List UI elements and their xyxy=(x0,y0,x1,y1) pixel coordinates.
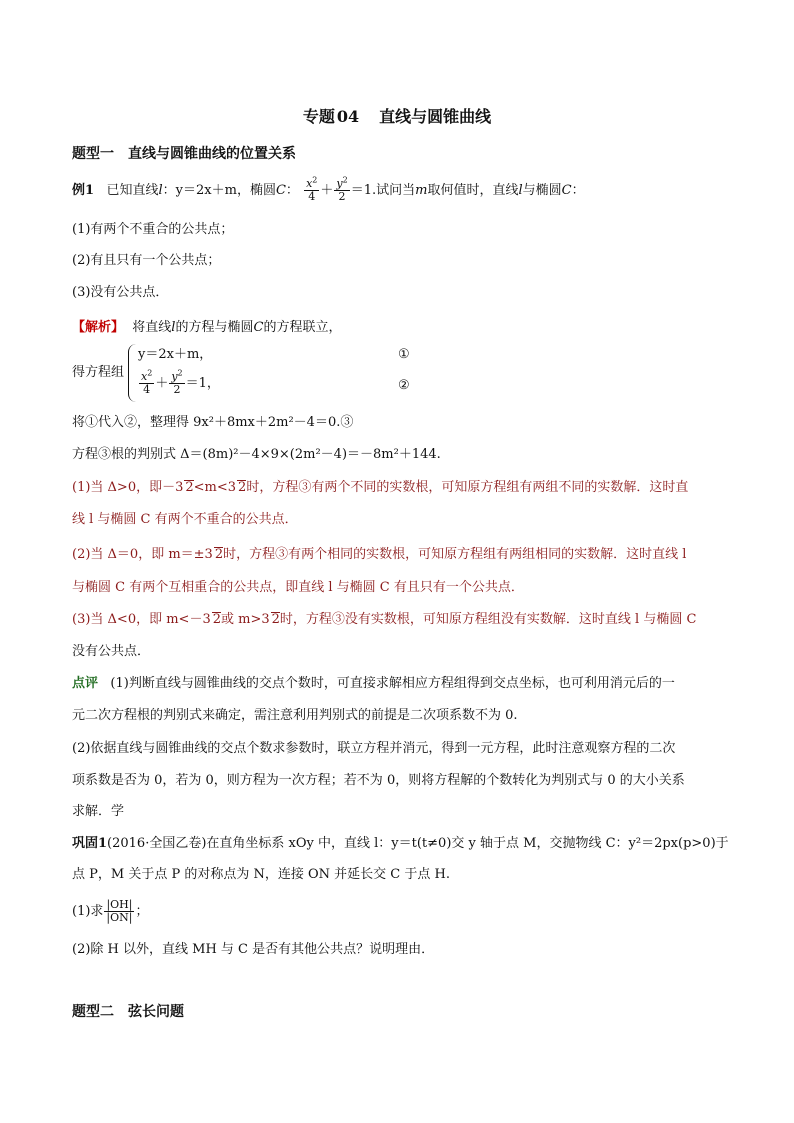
section-heading-2: 题型二 弦长问题 xyxy=(72,1004,184,1020)
solution-label: 【解析】 xyxy=(72,320,125,335)
equation-marker-1: ① xyxy=(398,347,410,362)
comment-2-line-2: 项系数是否为 0，若为 0，则方程为一次方程；若不为 0，则将方程解的个数转化为判别式与 0 的大小关系 xyxy=(72,773,685,788)
example-1-statement: 例1 已知直线l：y＝2x＋m，椭圆C： $\frac{x^2}{4}$ ＋ $\frac{y^2}{2}$ ＝1.试问当m取何值时，直线l与椭圆C： xyxy=(72,175,585,203)
case-3-line-1: (3)当 Δ<0，即 m<－3 2或 m>3 2时，方程③没有实数根，可知原方程组没有实数解．这时直线 l 与椭圆 C xyxy=(72,612,697,627)
case-2-line-1: (2)当 Δ＝0，即 m＝±3 2时，方程③有两个相同的实数根，可知原方程组有两组相同的实数解．这时直线 l xyxy=(72,547,687,562)
system-equation-1: y＝2x＋m， xyxy=(138,347,213,362)
case-2-line-2: 与椭圆 C 有两个互相重合的公共点，即直线 l 与椭圆 C 有且只有一个公共点． xyxy=(72,580,524,595)
fraction-x2-over-4: $\frac{x^2}{4}$ xyxy=(306,175,318,203)
page-title: 专题 04 直线与圆锥曲线 xyxy=(302,107,492,126)
fraction-y2-over-2: $\frac{y^2}{2}$ xyxy=(336,175,348,203)
exercise-label: 巩固1 xyxy=(72,836,108,851)
system-brace xyxy=(128,344,137,402)
exercise-question-2: (2)除 H 以外，直线 MH 与 C 是否有其他公共点？说明理由． xyxy=(72,942,435,957)
discriminant-line: 方程③根的判别式 Δ＝(8m)²－4×9×(2m²－4)＝－8m²＋144. xyxy=(72,447,441,462)
comment-2-line-3: 求解．学 xyxy=(72,804,125,819)
comment-1-line-2: 元二次方程根的判别式来确定，需注意利用判别式的前提是二次项系数不为 0. xyxy=(72,708,518,723)
question-1: (1)有两个不重合的公共点； xyxy=(72,222,234,237)
substitution-line: 将①代入②，整理得 9x²＋8mx＋2m²－4＝0.③ xyxy=(72,415,354,430)
exercise-question-1: (1)求 $\frac{|OH|}{|ON|}$ ； xyxy=(72,898,149,924)
comment-2-line-1: (2)依据直线与圆锥曲线的交点个数求参数时，联立方程并消元，得到一元方程，此时注意观察方程的二次 xyxy=(72,741,676,756)
exercise-1-line-1: 巩固1(2016·全国乙卷)在直角坐标系 xOy 中，直线 l：y＝t(t≠0)交 y 轴于点 M，交抛物线 C：y²＝2px(p>0)于 xyxy=(72,836,729,851)
case-3-line-2: 没有公共点． xyxy=(72,644,151,659)
exercise-1-line-2: 点 P，M 关于点 P 的对称点为 N，连接 ON 并延长交 C 于点 H. xyxy=(72,867,450,882)
equation-marker-2: ② xyxy=(398,378,410,393)
section-heading-1: 题型一 直线与圆锥曲线的位置关系 xyxy=(72,146,296,162)
question-3: (3)没有公共点． xyxy=(72,285,169,300)
system-label: 得方程组 xyxy=(72,365,125,380)
comment-1-line-1: 点评 (1)判断直线与圆锥曲线的交点个数时，可直接求解相应方程组得到交点坐标，也可利用消元后的一 xyxy=(72,676,675,691)
system-equation-2: $\frac{x^2}{4}$ ＋ $\frac{y^2}{2}$ ＝1， xyxy=(141,368,220,396)
fraction-oh-over-on: $\frac{|OH|}{|ON|}$ xyxy=(106,898,133,924)
solution-intro: 【解析】 将直线l的方程与椭圆C的方程联立， xyxy=(72,320,342,335)
case-1-line-1: (1)当 Δ>0，即－3 2<m<3 2时，方程③有两个不同的实数根，可知原方程组有两组不同的实数解．这时直 xyxy=(72,480,689,495)
case-1-line-2: 线 l 与椭圆 C 有两个不重合的公共点． xyxy=(72,512,298,527)
comment-label: 点评 xyxy=(72,676,99,691)
question-2: (2)有且只有一个公共点； xyxy=(72,253,221,268)
